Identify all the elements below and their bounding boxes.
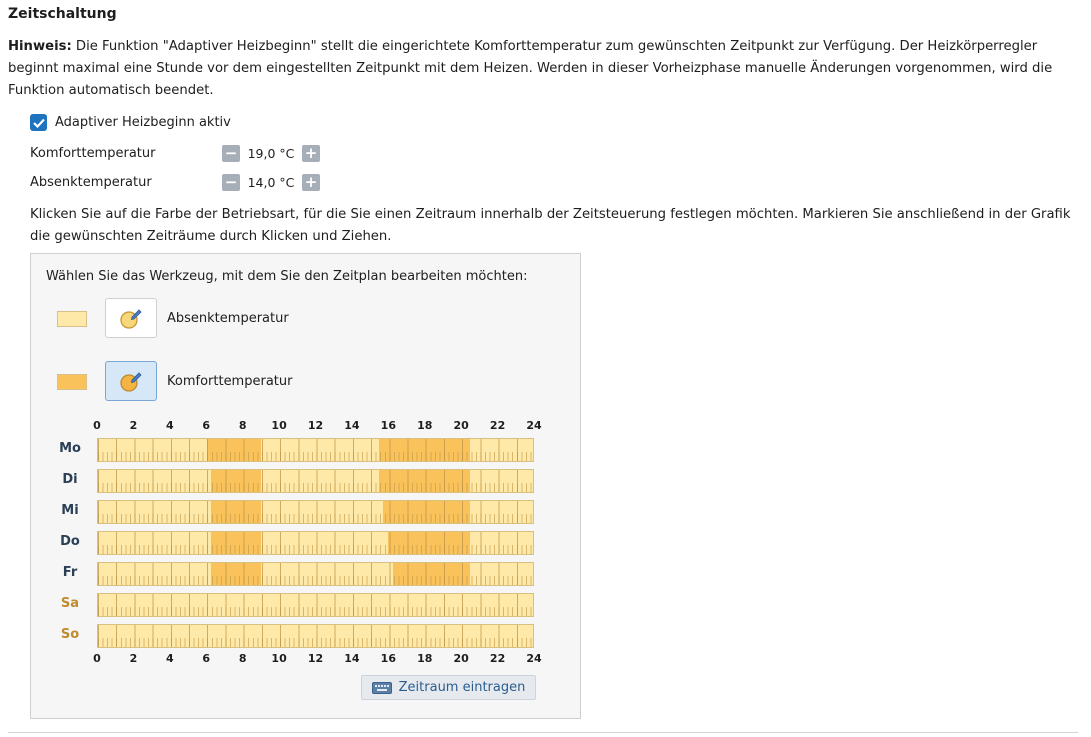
setback-temp-value: 14,0 °C	[247, 174, 295, 190]
setback-temp-label: Absenktemperatur	[30, 174, 152, 190]
schedule-editor-panel	[30, 253, 581, 719]
axis-top-tick-18: 18	[417, 419, 433, 432]
axis-top-tick-0: 0	[93, 419, 101, 432]
comfort-increase-button[interactable]: +	[302, 145, 320, 162]
day-bar-mo[interactable]	[97, 438, 534, 462]
day-bar-di[interactable]	[97, 469, 534, 493]
axis-top-tick-14: 14	[344, 419, 360, 432]
axis-top-tick-6: 6	[202, 419, 211, 432]
axis-bottom-tick-22: 22	[489, 652, 506, 665]
day-bar-sa[interactable]	[97, 593, 534, 617]
axis-bottom-tick-18: 18	[417, 652, 433, 665]
setback-color-swatch[interactable]	[57, 311, 87, 327]
comfort-temp-label: Komforttemperatur	[30, 145, 156, 161]
day-bar-fr[interactable]	[97, 562, 534, 586]
hour-ticks	[98, 470, 533, 492]
day-label-mo: Mo	[59, 441, 81, 456]
adaptive-heating-label: Adaptiver Heizbeginn aktiv	[55, 115, 231, 130]
comfort-temp-row	[30, 143, 320, 163]
hour-ticks	[98, 625, 533, 647]
section-title: Zeitschaltung	[8, 6, 117, 22]
day-bar-do[interactable]	[97, 531, 534, 555]
axis-bottom-tick-4: 4	[166, 652, 174, 665]
axis-top-tick-2: 2	[129, 419, 138, 432]
add-time-range-label: Zeitraum eintragen	[398, 680, 526, 695]
day-label-do: Do	[60, 534, 80, 549]
day-label-di: Di	[62, 472, 78, 487]
axis-bottom-tick-10: 10	[271, 652, 287, 665]
axis-top-tick-24: 24	[526, 419, 542, 432]
day-label-so: So	[60, 627, 80, 642]
day-label-fr: Fr	[62, 565, 78, 580]
setback-increase-button[interactable]: +	[302, 174, 320, 191]
comfort-color-swatch[interactable]	[57, 374, 87, 390]
comfort-temp-value: 19,0 °C	[247, 145, 295, 161]
axis-bottom-tick-2: 2	[129, 652, 138, 665]
add-time-range-button[interactable]	[361, 675, 536, 700]
axis-bottom-tick-16: 16	[380, 652, 396, 665]
day-bar-so[interactable]	[97, 624, 534, 648]
axis-bottom-tick-8: 8	[238, 652, 247, 665]
axis-bottom-tick-20: 20	[453, 652, 469, 665]
checkmark-icon	[33, 118, 45, 128]
comfort-tool-button[interactable]	[105, 361, 157, 401]
setback-tool-label: Absenktemperatur	[167, 311, 289, 326]
adaptive-heating-row[interactable]	[30, 114, 231, 131]
hour-ticks	[98, 501, 533, 523]
day-label-mi: Mi	[61, 503, 79, 518]
axis-bottom-tick-0: 0	[93, 652, 101, 665]
hint-body: Die Funktion "Adaptiver Heizbeginn" stellt die eingerichtete Komforttemperatur zum gewünschten Zeitpunkt zur Verfügung. Der Heizkörperregler beginnt maximal eine Stunde vor dem eingestellten Zeitpunkt mit dem Heizen. Werden in dieser Vorheizphase manuelle Änderungen vorgenommen, wird die Funktion automatisch beendet.	[8, 39, 1053, 98]
axis-bottom-tick-14: 14	[344, 652, 360, 665]
adaptive-heating-checkbox[interactable]	[30, 114, 47, 131]
axis-top-tick-20: 20	[453, 419, 469, 432]
axis-top-tick-4: 4	[166, 419, 174, 432]
day-label-sa: Sa	[60, 596, 80, 611]
axis-top-tick-8: 8	[238, 419, 247, 432]
instruction-text: Klicken Sie auf die Farbe der Betriebsart, für die Sie einen Zeitraum innerhalb der Zeitsteuerung festlegen möchten. Markieren Sie anschließend in der Grafik die gewünschten Zeiträume durch Klicken und Ziehen.	[30, 207, 1071, 244]
comfort-decrease-button[interactable]: −	[222, 145, 240, 162]
keyboard-icon	[372, 682, 392, 694]
axis-top-tick-16: 16	[380, 419, 396, 432]
hour-ticks	[98, 439, 533, 461]
day-bar-mi[interactable]	[97, 500, 534, 524]
comfort-tool-label: Komforttemperatur	[167, 374, 293, 389]
pencil-icon	[119, 306, 143, 330]
hour-ticks	[98, 594, 533, 616]
pencil-icon	[119, 369, 143, 393]
setback-decrease-button[interactable]: −	[222, 174, 240, 191]
axis-top-tick-22: 22	[489, 419, 506, 432]
axis-bottom-tick-24: 24	[526, 652, 542, 665]
section-divider	[8, 732, 1078, 733]
axis-top-tick-10: 10	[271, 419, 287, 432]
hour-ticks	[98, 532, 533, 554]
axis-bottom-tick-6: 6	[202, 652, 211, 665]
tool-panel-title: Wählen Sie das Werkzeug, mit dem Sie den Zeitplan bearbeiten möchten:	[46, 269, 528, 284]
setback-temp-row	[30, 172, 320, 192]
hint-label: Hinweis:	[8, 39, 72, 54]
hour-ticks	[98, 563, 533, 585]
axis-top-tick-12: 12	[307, 419, 324, 432]
setback-tool-button[interactable]	[105, 298, 157, 338]
axis-bottom-tick-12: 12	[307, 652, 324, 665]
hint-text	[8, 36, 1068, 102]
